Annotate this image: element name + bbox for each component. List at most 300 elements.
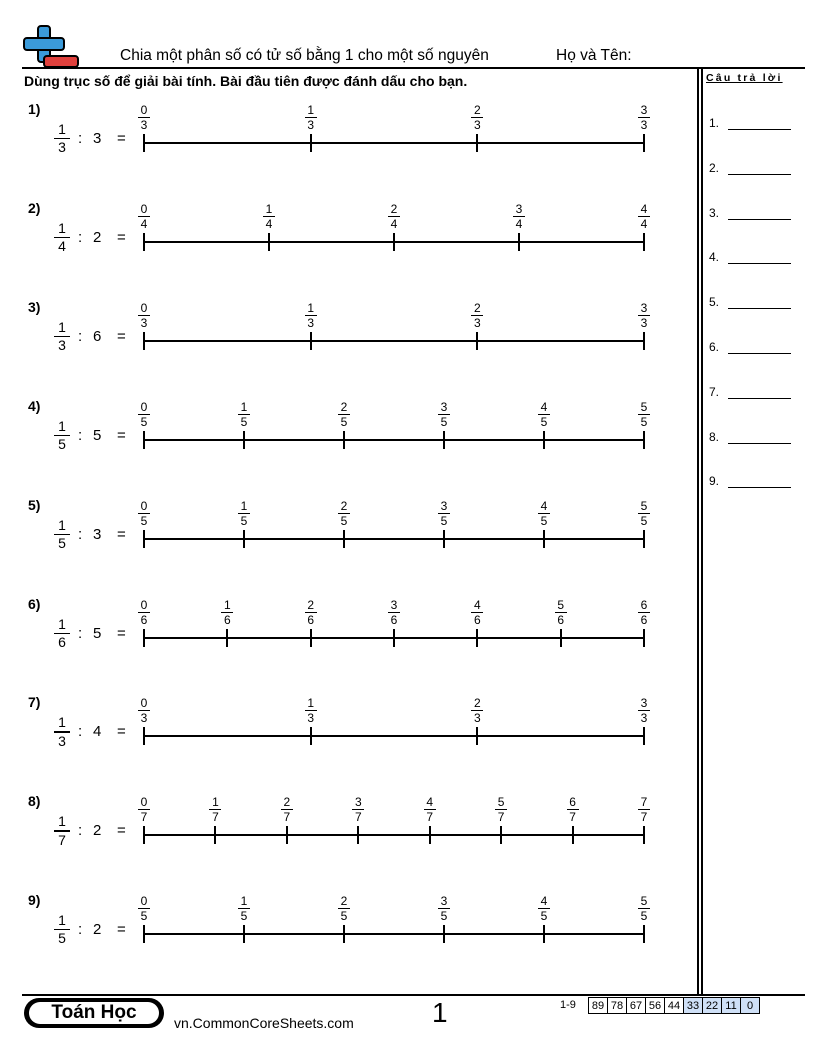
number-line-tick xyxy=(643,629,645,647)
number-line-tick xyxy=(310,134,312,152)
problem xyxy=(0,694,697,793)
problem-number: 9) xyxy=(28,892,41,909)
tick-numerator: 1 xyxy=(223,597,231,612)
equals-sign: = xyxy=(117,624,126,642)
tick-numerator: 2 xyxy=(473,103,481,117)
divisor-value: 5 xyxy=(93,426,102,444)
tick-label xyxy=(634,400,654,429)
tick-denominator: 5 xyxy=(440,909,448,924)
tick-denominator: 6 xyxy=(390,612,398,627)
tick-denominator: 7 xyxy=(426,810,434,825)
tick-denominator: 4 xyxy=(515,216,523,231)
tick-denominator: 6 xyxy=(307,612,314,627)
tick-denominator: 5 xyxy=(440,414,448,429)
tick-label xyxy=(434,499,454,528)
tick-numerator: 4 xyxy=(473,597,481,612)
score-cell: 67 xyxy=(627,998,646,1014)
tick-denominator: 3 xyxy=(640,315,648,330)
problem-fraction xyxy=(54,813,70,848)
tick-label xyxy=(563,795,583,824)
fraction-denominator: 7 xyxy=(58,831,66,848)
divisor-value: 6 xyxy=(93,327,102,345)
tick-denominator: 3 xyxy=(140,711,148,726)
tick-label xyxy=(134,301,154,330)
tick-label xyxy=(134,499,154,528)
tick-label xyxy=(334,499,354,528)
score-cell: 0 xyxy=(741,998,760,1014)
number-line-tick xyxy=(476,332,478,350)
tick-label xyxy=(491,795,511,824)
tick-denominator: 5 xyxy=(140,414,148,429)
tick-label xyxy=(634,103,654,132)
tick-label xyxy=(534,894,554,923)
number-line-tick xyxy=(243,925,245,943)
tick-numerator: 0 xyxy=(140,201,148,216)
tick-numerator: 4 xyxy=(540,498,548,513)
tick-label xyxy=(234,894,254,923)
number-line-tick xyxy=(393,233,395,251)
number-line-tick xyxy=(476,629,478,647)
divisor-value: 3 xyxy=(93,525,102,543)
answer-number: 5. xyxy=(709,295,720,310)
tick-label xyxy=(634,795,654,824)
number-line-tick xyxy=(310,727,312,745)
tick-numerator: 3 xyxy=(640,300,648,315)
tick-denominator: 5 xyxy=(340,513,348,528)
number-line xyxy=(144,538,644,540)
tick-denominator: 7 xyxy=(569,810,576,825)
division-sign: : xyxy=(78,130,83,147)
number-line-tick xyxy=(143,530,145,548)
tick-label xyxy=(420,795,440,824)
number-line-tick xyxy=(393,629,395,647)
answer-number: 9. xyxy=(709,474,720,489)
tick-numerator: 5 xyxy=(640,498,648,513)
divisor-value: 2 xyxy=(93,228,102,246)
tick-label xyxy=(134,202,154,231)
tick-denominator: 7 xyxy=(640,810,648,825)
tick-label xyxy=(634,499,654,528)
brand-label: Toán Học xyxy=(29,1002,159,1024)
tick-denominator: 5 xyxy=(240,414,248,429)
tick-numerator: 2 xyxy=(307,597,314,612)
tick-denominator: 4 xyxy=(265,216,273,231)
answer-row xyxy=(709,340,719,354)
tick-denominator: 5 xyxy=(240,513,248,528)
tick-denominator: 3 xyxy=(307,711,314,726)
tick-numerator: 5 xyxy=(640,399,648,414)
tick-numerator: 2 xyxy=(340,894,348,909)
problem-number: 2) xyxy=(28,199,41,216)
tick-label xyxy=(134,400,154,429)
tick-label xyxy=(434,894,454,923)
score-cell: 11 xyxy=(722,998,741,1014)
divisor-value: 3 xyxy=(93,130,102,147)
tick-denominator: 7 xyxy=(140,810,148,825)
problem xyxy=(0,793,697,892)
fraction-denominator: 5 xyxy=(58,435,66,452)
tick-label xyxy=(348,795,368,824)
answer-blank[interactable] xyxy=(728,398,791,399)
tick-numerator: 3 xyxy=(640,696,648,711)
answer-blank[interactable] xyxy=(728,263,791,264)
tick-label xyxy=(467,301,487,330)
fraction-numerator: 1 xyxy=(58,417,66,434)
number-line-tick xyxy=(518,233,520,251)
fraction-denominator: 3 xyxy=(58,732,66,749)
tick-denominator: 4 xyxy=(140,216,148,231)
page-number: 1 xyxy=(432,997,448,1028)
tick-numerator: 0 xyxy=(140,498,148,513)
problem-number: 8) xyxy=(28,793,41,810)
tick-denominator: 7 xyxy=(283,810,291,825)
tick-denominator: 6 xyxy=(557,612,564,627)
answer-blank[interactable] xyxy=(728,308,791,309)
number-line-tick xyxy=(500,826,502,844)
tick-denominator: 3 xyxy=(307,315,314,330)
number-line-tick xyxy=(243,530,245,548)
problem-fraction xyxy=(54,714,70,749)
division-sign: : xyxy=(78,624,83,642)
number-line-tick xyxy=(443,431,445,449)
answer-number: 4. xyxy=(709,250,720,265)
number-line xyxy=(144,439,644,441)
problem-fraction xyxy=(54,912,70,947)
tick-label xyxy=(384,202,404,231)
tick-denominator: 5 xyxy=(240,909,248,924)
divisor-value: 2 xyxy=(93,921,102,939)
number-line-tick xyxy=(643,826,645,844)
tick-numerator: 6 xyxy=(640,597,648,612)
tick-denominator: 3 xyxy=(307,118,314,132)
tick-numerator: 5 xyxy=(497,795,505,810)
problem-number: 1) xyxy=(28,101,41,117)
equals-sign: = xyxy=(117,525,126,543)
number-line-tick xyxy=(343,431,345,449)
tick-denominator: 5 xyxy=(340,909,348,924)
answers-title: Câu trả lời xyxy=(706,72,783,84)
problem-number: 7) xyxy=(28,694,41,711)
score-cell: 44 xyxy=(665,998,684,1014)
tick-label xyxy=(634,202,654,231)
number-line-tick xyxy=(357,826,359,844)
score-cell: 56 xyxy=(646,998,665,1014)
number-line-tick xyxy=(476,727,478,745)
number-line-tick xyxy=(543,925,545,943)
tick-denominator: 5 xyxy=(140,909,148,924)
number-line-tick xyxy=(643,727,645,745)
number-line-tick xyxy=(143,431,145,449)
answer-blank[interactable] xyxy=(728,443,791,444)
tick-denominator: 5 xyxy=(640,513,648,528)
answer-blank[interactable] xyxy=(728,174,791,175)
tick-numerator: 4 xyxy=(540,399,548,414)
answer-blank[interactable] xyxy=(728,487,791,488)
tick-numerator: 1 xyxy=(240,498,248,513)
tick-numerator: 2 xyxy=(473,696,481,711)
division-sign: : xyxy=(78,723,83,741)
fraction-numerator: 1 xyxy=(58,219,66,236)
number-line xyxy=(144,340,644,342)
tick-label xyxy=(334,400,354,429)
problem xyxy=(0,101,697,200)
number-line-tick xyxy=(643,332,645,350)
score-table xyxy=(588,997,760,1014)
website-link[interactable]: vn.CommonCoreSheets.com xyxy=(174,1015,354,1031)
tick-numerator: 1 xyxy=(307,300,314,315)
answer-column-divider xyxy=(697,67,703,994)
tick-denominator: 5 xyxy=(540,909,548,924)
number-line xyxy=(144,735,644,737)
tick-label xyxy=(509,202,529,231)
answer-blank[interactable] xyxy=(728,129,791,130)
fraction-numerator: 1 xyxy=(58,318,66,335)
tick-denominator: 3 xyxy=(140,315,148,330)
number-line-tick xyxy=(560,629,562,647)
equals-sign: = xyxy=(117,822,126,840)
tick-numerator: 0 xyxy=(140,894,148,909)
score-range-label: 1-9 xyxy=(560,999,576,1011)
tick-numerator: 1 xyxy=(307,103,314,117)
fraction-denominator: 5 xyxy=(58,534,66,551)
tick-label xyxy=(234,499,254,528)
answer-number: 6. xyxy=(709,340,720,354)
number-line-tick xyxy=(310,332,312,350)
tick-numerator: 0 xyxy=(140,696,148,711)
header-rule xyxy=(22,67,805,69)
tick-denominator: 5 xyxy=(140,513,148,528)
tick-denominator: 3 xyxy=(640,711,648,726)
division-sign: : xyxy=(78,327,83,345)
fraction-denominator: 5 xyxy=(58,930,66,947)
problem xyxy=(0,299,697,398)
tick-label xyxy=(551,598,571,627)
equals-sign: = xyxy=(117,228,126,246)
tick-denominator: 6 xyxy=(140,612,148,627)
score-cell: 33 xyxy=(684,998,703,1014)
number-line-tick xyxy=(226,629,228,647)
logo xyxy=(22,24,82,70)
score-cell: 22 xyxy=(703,998,722,1014)
problem-number: 5) xyxy=(28,496,41,513)
tick-label xyxy=(634,894,654,923)
number-line-tick xyxy=(143,134,145,152)
tick-numerator: 3 xyxy=(354,795,362,810)
number-line-tick xyxy=(143,925,145,943)
fraction-denominator: 3 xyxy=(58,139,66,156)
tick-denominator: 7 xyxy=(497,810,505,825)
tick-label xyxy=(634,598,654,627)
tick-numerator: 0 xyxy=(140,795,148,810)
score-cell: 78 xyxy=(608,998,627,1014)
number-line-tick xyxy=(143,826,145,844)
tick-denominator: 6 xyxy=(473,612,481,627)
tick-numerator: 2 xyxy=(473,300,481,315)
tick-label xyxy=(134,598,154,627)
number-line-tick xyxy=(143,332,145,350)
number-line-tick xyxy=(476,134,478,152)
tick-numerator: 6 xyxy=(569,795,576,810)
tick-numerator: 1 xyxy=(240,399,248,414)
tick-label xyxy=(134,696,154,725)
problem xyxy=(0,200,697,299)
tick-denominator: 5 xyxy=(640,414,648,429)
tick-denominator: 4 xyxy=(640,216,648,231)
tick-label xyxy=(634,301,654,330)
fraction-numerator: 1 xyxy=(58,615,66,632)
score-row xyxy=(589,998,760,1014)
number-line-tick xyxy=(543,431,545,449)
problem-fraction xyxy=(54,616,70,651)
number-line-tick xyxy=(268,233,270,251)
instructions: Dùng trục số để giải bài tính. Bài đầu tiên được đánh dấu cho bạn. xyxy=(24,73,468,89)
tick-label xyxy=(259,202,279,231)
number-line-tick xyxy=(429,826,431,844)
number-line-tick xyxy=(343,530,345,548)
name-label: Họ và Tên: xyxy=(556,47,632,64)
number-line-tick xyxy=(214,826,216,844)
tick-label xyxy=(234,400,254,429)
answer-row xyxy=(709,430,719,444)
number-line xyxy=(144,142,644,144)
answer-number: 2. xyxy=(709,160,720,175)
number-line-tick xyxy=(243,431,245,449)
division-sign: : xyxy=(78,822,83,840)
number-line-tick xyxy=(643,134,645,152)
tick-denominator: 5 xyxy=(640,909,648,924)
tick-numerator: 3 xyxy=(440,399,448,414)
equals-sign: = xyxy=(117,130,126,147)
tick-label xyxy=(434,400,454,429)
tick-numerator: 7 xyxy=(640,795,648,810)
division-sign: : xyxy=(78,426,83,444)
tick-denominator: 3 xyxy=(640,118,648,132)
tick-denominator: 7 xyxy=(212,810,219,825)
tick-denominator: 7 xyxy=(354,810,362,825)
tick-numerator: 4 xyxy=(426,795,434,810)
problem xyxy=(0,398,697,497)
score-cell: 89 xyxy=(589,998,608,1014)
tick-numerator: 1 xyxy=(265,201,273,216)
tick-label xyxy=(277,795,297,824)
tick-label xyxy=(217,598,237,627)
tick-denominator: 6 xyxy=(640,612,648,627)
tick-numerator: 3 xyxy=(640,103,648,117)
problem-fraction xyxy=(54,418,70,453)
number-line-tick xyxy=(643,925,645,943)
tick-numerator: 0 xyxy=(140,597,148,612)
problem-number: 6) xyxy=(28,595,41,612)
tick-label xyxy=(134,795,154,824)
tick-label xyxy=(301,598,321,627)
tick-denominator: 5 xyxy=(540,414,548,429)
tick-numerator: 4 xyxy=(640,201,648,216)
tick-numerator: 0 xyxy=(140,103,148,117)
brand-badge xyxy=(24,998,164,1028)
tick-label xyxy=(467,696,487,725)
problem xyxy=(0,596,697,695)
division-sign: : xyxy=(78,921,83,939)
division-sign: : xyxy=(78,228,83,246)
fraction-numerator: 1 xyxy=(58,912,66,929)
tick-denominator: 3 xyxy=(140,118,148,132)
tick-label xyxy=(467,598,487,627)
tick-label xyxy=(301,696,321,725)
problem xyxy=(0,497,697,596)
answer-row xyxy=(709,295,719,309)
worksheet-title: Chia một phân số có tử số bằng 1 cho một số nguyên xyxy=(120,47,489,64)
tick-denominator: 3 xyxy=(473,315,481,330)
number-line-tick xyxy=(643,530,645,548)
problem-fraction xyxy=(54,517,70,552)
number-line-tick xyxy=(143,233,145,251)
division-sign: : xyxy=(78,525,83,543)
number-line xyxy=(144,933,644,935)
answer-number: 1. xyxy=(709,116,720,130)
tick-numerator: 3 xyxy=(440,894,448,909)
problem-number: 4) xyxy=(28,397,41,414)
problem-fraction xyxy=(54,319,70,354)
number-line-tick xyxy=(143,727,145,745)
tick-label xyxy=(634,696,654,725)
tick-label xyxy=(134,103,154,132)
problem-fraction xyxy=(54,220,70,255)
problem xyxy=(0,892,697,991)
tick-denominator: 3 xyxy=(473,118,481,132)
divisor-value: 5 xyxy=(93,624,102,642)
tick-numerator: 2 xyxy=(283,795,291,810)
tick-numerator: 3 xyxy=(515,201,523,216)
tick-label xyxy=(534,499,554,528)
answer-row xyxy=(709,250,719,264)
tick-numerator: 2 xyxy=(340,498,348,513)
tick-denominator: 5 xyxy=(540,513,548,528)
tick-denominator: 5 xyxy=(440,513,448,528)
problem-number: 3) xyxy=(28,298,41,315)
tick-label xyxy=(301,301,321,330)
tick-numerator: 5 xyxy=(640,894,648,909)
tick-label xyxy=(384,598,404,627)
divisor-value: 4 xyxy=(93,723,102,741)
tick-denominator: 5 xyxy=(340,414,348,429)
tick-denominator: 4 xyxy=(390,216,398,231)
number-line-tick xyxy=(572,826,574,844)
tick-numerator: 0 xyxy=(140,300,148,315)
answer-number: 7. xyxy=(709,384,720,399)
tick-numerator: 1 xyxy=(212,795,219,810)
fraction-denominator: 3 xyxy=(58,337,66,354)
tick-label xyxy=(467,103,487,132)
answer-row xyxy=(709,474,719,488)
tick-numerator: 5 xyxy=(557,597,564,612)
answer-blank[interactable] xyxy=(728,219,791,220)
number-line-tick xyxy=(443,530,445,548)
tick-label xyxy=(134,894,154,923)
tick-label xyxy=(301,103,321,132)
number-line-tick xyxy=(643,233,645,251)
tick-label xyxy=(205,795,225,824)
answer-blank[interactable] xyxy=(728,353,791,354)
number-line-tick xyxy=(543,530,545,548)
equals-sign: = xyxy=(117,327,126,345)
fraction-denominator: 4 xyxy=(58,238,66,255)
number-line-tick xyxy=(343,925,345,943)
tick-numerator: 2 xyxy=(390,201,398,216)
tick-denominator: 3 xyxy=(473,711,481,726)
tick-numerator: 1 xyxy=(240,894,248,909)
fraction-numerator: 1 xyxy=(58,516,66,533)
tick-numerator: 1 xyxy=(307,696,314,711)
